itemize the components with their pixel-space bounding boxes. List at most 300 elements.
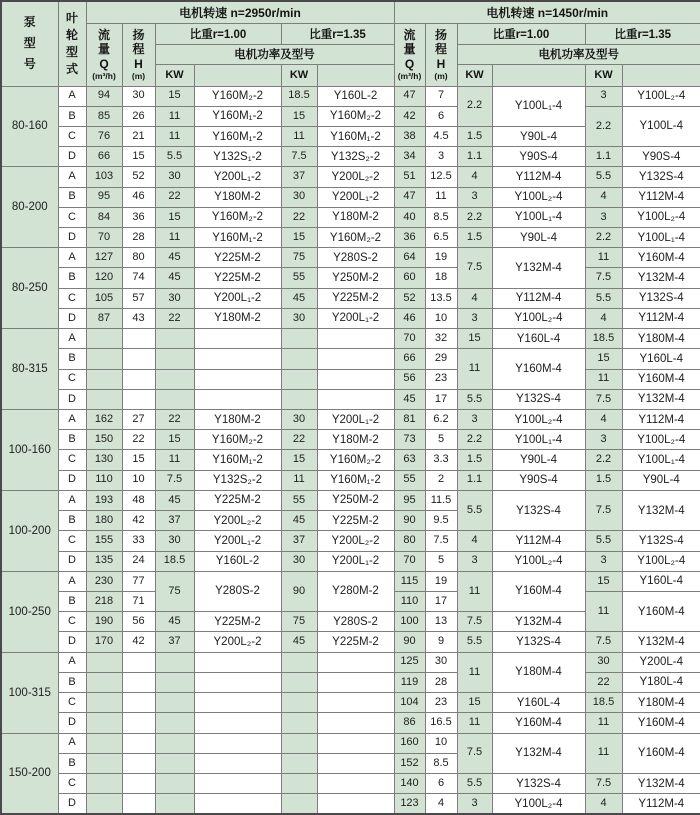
head-2950-cell: 57: [122, 288, 155, 308]
model-sg135-2950-cell: [317, 389, 394, 409]
kw-sg135-2950-cell: [281, 389, 317, 409]
head-2950-cell: 28: [122, 228, 155, 248]
flow-2950-cell: 190: [86, 612, 122, 632]
kw-sg135-1450-cell: 11: [585, 591, 622, 631]
kw-sg100-1450-cell: 4: [457, 288, 492, 308]
head-2950-cell: 15: [122, 450, 155, 470]
flow-1450-cell: 119: [394, 672, 425, 692]
flow-1450-cell: 56: [394, 369, 425, 389]
table-row: [1, 228, 700, 248]
kw-sg135-1450-cell: 3: [585, 430, 622, 450]
kw-sg135-2950-cell: [281, 652, 317, 672]
impeller-type-header: [58, 1, 86, 86]
head-2950-cell: [122, 349, 155, 369]
model-sg100-2950-cell: Y132S₁-2: [194, 147, 281, 167]
flow-1450-cell: 60: [394, 268, 425, 288]
model-sg100-1450-cell: Y132M-4: [492, 612, 585, 632]
head-1450-cell: 7.5: [425, 531, 457, 551]
kw-sg100-2950-cell: [155, 733, 194, 753]
model-sg135-1450-cell: Y90S-4: [622, 147, 700, 167]
model-sg135-1450-cell: Y112M-4: [622, 308, 700, 328]
kw-sg135-1450-cell: 3: [585, 207, 622, 227]
flow-1450-cell: 52: [394, 288, 425, 308]
impeller-type-cell: A: [58, 733, 86, 753]
kw-sg135-2950-cell: [281, 794, 317, 814]
model-sg100-1450-cell: Y132S-4: [492, 389, 585, 409]
table-row: [1, 632, 700, 652]
impeller-type-cell: A: [58, 410, 86, 430]
kw-sg135-2950-cell: 30: [281, 308, 317, 328]
table-row: [1, 470, 700, 490]
table-row: [1, 490, 700, 510]
model-sg100-2950-cell: [194, 794, 281, 814]
head-2950-cell: 33: [122, 531, 155, 551]
flow-1450-header-unit: (m³/h): [397, 70, 422, 81]
flow-2950-cell: [86, 713, 122, 733]
flow-1450-cell: 64: [394, 248, 425, 268]
head-2950-cell: [122, 652, 155, 672]
kw-sg135-2950-cell: [281, 773, 317, 793]
flow-2950-cell: [86, 349, 122, 369]
kw-sg100-1450-cell: 15: [457, 693, 492, 713]
table-row: [1, 733, 700, 753]
flow-2950-cell: 162: [86, 410, 122, 430]
head-2950-header-chars: 扬程H: [132, 27, 145, 71]
flow-1450-cell: 46: [394, 308, 425, 328]
table-body: [1, 86, 700, 814]
head-2950-cell: 56: [122, 612, 155, 632]
head-2950-cell: [122, 329, 155, 349]
head-2950-cell: [122, 794, 155, 814]
model-sg135-1450-cell: Y132S-4: [622, 288, 700, 308]
flow-2950-cell: 84: [86, 207, 122, 227]
head-1450-cell: 19: [425, 571, 457, 591]
head-2950-cell: 77: [122, 571, 155, 591]
kw-sg135-2950-cell: [281, 672, 317, 692]
speed-1450-header: 电机转速 n=1450r/min: [394, 1, 700, 23]
kw-sg135-2950-cell: 75: [281, 248, 317, 268]
model-sg100-1450-cell: Y132M-4: [492, 733, 585, 773]
impeller-type-cell: A: [58, 490, 86, 510]
head-2950-cell: 10: [122, 470, 155, 490]
impeller-type-cell: D: [58, 794, 86, 814]
impeller-type-cell: B: [58, 672, 86, 692]
flow-2950-cell: 110: [86, 470, 122, 490]
kw-sg135-2950-cell: 15: [281, 450, 317, 470]
table-row: [1, 369, 700, 389]
flow-2950-cell: [86, 753, 122, 773]
table-header: [1, 1, 700, 86]
model-sg100-2950-cell: Y225M-2: [194, 612, 281, 632]
flow-2950-cell: 95: [86, 187, 122, 207]
flow-2950-cell: [86, 329, 122, 349]
model-sg100-1450-cell: Y100L₁-4: [492, 430, 585, 450]
kw-sg100-2950-cell: [155, 693, 194, 713]
impeller-type-cell: C: [58, 369, 86, 389]
flow-1450-cell: 38: [394, 126, 425, 146]
flow-1450-cell: 160: [394, 733, 425, 753]
kw-sg135-2950-cell: 11: [281, 470, 317, 490]
model-sg135-1450-cell: Y180L-4: [622, 672, 700, 692]
head-2950-header-unit: (m): [131, 70, 146, 81]
model-sg100-2950-cell: Y280S-2: [194, 571, 281, 611]
head-1450-cell: 5: [425, 430, 457, 450]
power-model-2950-header: 电机功率及型号: [155, 44, 394, 64]
kw-sg135-2950-cell: 11: [281, 126, 317, 146]
kw-sg100-2950-cell: 7.5: [155, 470, 194, 490]
kw-sg100-2950-cell: 30: [155, 288, 194, 308]
kw-sg135-2950-cell: 37: [281, 531, 317, 551]
head-2950-cell: [122, 733, 155, 753]
kw-sg100-2950-cell: [155, 369, 194, 389]
kw-sg100-1450-cell: 4: [457, 167, 492, 187]
head-1450-cell: 2: [425, 470, 457, 490]
kw-sg100-2950-cell: 45: [155, 248, 194, 268]
flow-2950-cell: [86, 389, 122, 409]
flow-2950-cell: 130: [86, 450, 122, 470]
model-sg100-2950-cell: Y160L-2: [194, 551, 281, 571]
model-sg135-1450-cell: Y200L-4: [622, 652, 700, 672]
kw-sg135-2950-cell: 55: [281, 490, 317, 510]
kw-sg100-2950-cell: [155, 652, 194, 672]
flow-2950-header-chars: 流量Q: [97, 27, 110, 71]
flow-1450-cell: 66: [394, 349, 425, 369]
flow-2950-cell: 180: [86, 511, 122, 531]
head-2950-cell: [122, 389, 155, 409]
kw-sg135-2950-cell: [281, 733, 317, 753]
model-sg100-2950-cell: Y180M-2: [194, 187, 281, 207]
table-row: [1, 147, 700, 167]
model-sg100-1450-cell: Y160L-4: [492, 693, 585, 713]
kw-sg100-2950-cell: 22: [155, 187, 194, 207]
model-sg100-2950-cell: Y160M₂-2: [194, 207, 281, 227]
model-sg135-2950-cell: Y250M-2: [317, 490, 394, 510]
kw-sg135-1450-cell: 7.5: [585, 773, 622, 793]
flow-1450-cell: 152: [394, 753, 425, 773]
impeller-type-cell: D: [58, 713, 86, 733]
kw-sg100-1450-cell: 7.5: [457, 612, 492, 632]
kw-sg100-1450-cell: 5.5: [457, 773, 492, 793]
head-1450-cell: 3: [425, 147, 457, 167]
kw-sg100-2950-cell: 37: [155, 632, 194, 652]
flow-1450-cell: 70: [394, 329, 425, 349]
model-sg100-1450-cell: Y100L₁-4: [492, 207, 585, 227]
head-1450-cell: 8.5: [425, 207, 457, 227]
kw-sg100-1450-cell: 5.5: [457, 389, 492, 409]
kw-sg135-1450-cell: 11: [585, 713, 622, 733]
model-sg135-1450-cell: Y100L-4: [622, 106, 700, 146]
kw-sg135-2950-cell: [281, 329, 317, 349]
kw-sg100-2950-cell: [155, 329, 194, 349]
head-2950-cell: 27: [122, 410, 155, 430]
flow-2950-header: [86, 23, 122, 86]
head-1450-cell: 8.5: [425, 753, 457, 773]
model-sg100-2950-cell: Y160M₁-2: [194, 228, 281, 248]
flow-1450-cell: 104: [394, 693, 425, 713]
sg100-2950-header: 比重r=1.00: [155, 23, 281, 44]
kw-sg135-2950-cell: 45: [281, 288, 317, 308]
kw-sg135-2950-cell: 90: [281, 571, 317, 611]
flow-2950-cell: 120: [86, 268, 122, 288]
kw-sg135-2950-cell: 75: [281, 612, 317, 632]
model-sg135-2950-cell: [317, 773, 394, 793]
flow-1450-cell: 90: [394, 511, 425, 531]
kw-sg135-1450-cell: 15: [585, 571, 622, 591]
impeller-type-cell: B: [58, 187, 86, 207]
model-sg135-1450-cell: Y132M-4: [622, 632, 700, 652]
flow-1450-cell: 123: [394, 794, 425, 814]
kw-sg135-2950-cell: 55: [281, 268, 317, 288]
model-sg135-2950-cell: [317, 794, 394, 814]
kw-sg135-2950-cell: 22: [281, 430, 317, 450]
impeller-type-cell: D: [58, 389, 86, 409]
head-1450-cell: 11.5: [425, 490, 457, 510]
kw-sg135-1450-cell: 5.5: [585, 288, 622, 308]
flow-2950-cell: 76: [86, 126, 122, 146]
kw-sg100-1450-cell: 1.5: [457, 126, 492, 146]
head-2950-cell: 46: [122, 187, 155, 207]
model-sg135-2950-cell: Y280S-2: [317, 248, 394, 268]
model-sg100-2950-cell: Y200L₁-2: [194, 531, 281, 551]
impeller-type-cell: D: [58, 551, 86, 571]
kw-sg100-2950-cell: 18.5: [155, 551, 194, 571]
kw-sg100-2950-cell: [155, 773, 194, 793]
kw-sg100-2950-cell: [155, 713, 194, 733]
table-row: [1, 693, 700, 713]
model-sg100-2950-cell: [194, 733, 281, 753]
pump-model-cell: 100-250: [1, 571, 58, 652]
head-1450-cell: 19: [425, 248, 457, 268]
model-sg135-1450-cell: Y132S-4: [622, 167, 700, 187]
model-sg100-1450-cell: Y90L-4: [492, 228, 585, 248]
model-sg100-2950-cell: Y160M₁-2: [194, 106, 281, 126]
flow-2950-header-unit: (m³/h): [92, 70, 116, 81]
model-sg135-2950-cell: Y200L₁-2: [317, 551, 394, 571]
table-row: [1, 672, 700, 692]
impeller-type-cell: C: [58, 531, 86, 551]
model-sg100-1450-cell: Y100L₂-4: [492, 794, 585, 814]
model-sg100-1450-cell: Y180M-4: [492, 652, 585, 692]
table-row: [1, 551, 700, 571]
table-row: [1, 430, 700, 450]
kw-sg100-1450-cell: 2.2: [457, 86, 492, 126]
kw-sg135-1450-cell: 4: [585, 794, 622, 814]
impeller-type-cell: B: [58, 106, 86, 126]
head-2950-cell: [122, 713, 155, 733]
kw-sg100-2950-cell: 11: [155, 126, 194, 146]
head-1450-header: [425, 23, 457, 86]
flow-2950-cell: 94: [86, 86, 122, 106]
kw-sg135-1450-cell: 11: [585, 248, 622, 268]
kw-sg100-2950-cell: [155, 349, 194, 369]
model-sg135-2950-cell: [317, 672, 394, 692]
kw-sg100-1450-cell: 1.5: [457, 450, 492, 470]
sg100-1450-header: 比重r=1.00: [457, 23, 585, 44]
model-sg135-1450-cell: Y160M-4: [622, 248, 700, 268]
kw-sg135-1450-cell: 2.2: [585, 106, 622, 146]
table-row: [1, 187, 700, 207]
model-sg100-2950-cell: [194, 652, 281, 672]
flow-2950-cell: 230: [86, 571, 122, 591]
flow-2950-cell: 87: [86, 308, 122, 328]
model-sg135-1450-cell: Y160M-4: [622, 369, 700, 389]
kw-sg135-2950-cell: 7.5: [281, 147, 317, 167]
kw-sg135-2950-header: KW: [281, 64, 317, 86]
kw-sg100-1450-cell: 3: [457, 187, 492, 207]
kw-sg100-1450-cell: 11: [457, 713, 492, 733]
pump-model-cell: 80-250: [1, 248, 58, 329]
impeller-type-cell: A: [58, 652, 86, 672]
kw-sg100-1450-cell: 4: [457, 531, 492, 551]
flow-1450-cell: 95: [394, 490, 425, 510]
flow-1450-cell: 51: [394, 167, 425, 187]
kw-sg100-2950-cell: [155, 753, 194, 773]
head-1450-cell: 6.2: [425, 410, 457, 430]
head-2950-cell: 52: [122, 167, 155, 187]
model-sg100-2950-cell: Y160M₂-2: [194, 430, 281, 450]
model-sg100-1450-cell: Y160L-4: [492, 329, 585, 349]
model-sg100-2950-cell: [194, 369, 281, 389]
flow-1450-cell: 63: [394, 450, 425, 470]
kw-sg100-2950-cell: 11: [155, 106, 194, 126]
impeller-type-cell: C: [58, 693, 86, 713]
kw-sg135-2950-cell: [281, 713, 317, 733]
model-sg135-1450-cell: Y132M-4: [622, 490, 700, 530]
head-1450-cell: 9.5: [425, 511, 457, 531]
model-sg100-1450-cell: Y132S-4: [492, 773, 585, 793]
head-2950-cell: 22: [122, 430, 155, 450]
head-2950-cell: [122, 693, 155, 713]
kw-sg135-2950-cell: 30: [281, 551, 317, 571]
kw-sg100-2950-cell: 75: [155, 571, 194, 611]
impeller-type-cell: D: [58, 228, 86, 248]
kw-sg135-1450-cell: 7.5: [585, 490, 622, 530]
kw-sg100-1450-cell: 15: [457, 329, 492, 349]
model-sg100-2950-cell: [194, 693, 281, 713]
kw-sg135-2950-cell: [281, 693, 317, 713]
flow-1450-cell: 81: [394, 410, 425, 430]
head-1450-cell: 28: [425, 672, 457, 692]
impeller-type-header-label: 叶轮型式: [65, 10, 78, 76]
kw-sg135-1450-cell: 18.5: [585, 329, 622, 349]
flow-2950-cell: [86, 773, 122, 793]
model-sg135-2950-cell: [317, 733, 394, 753]
flow-2950-cell: 70: [86, 228, 122, 248]
model-sg100-2950-cell: [194, 389, 281, 409]
model-sg135-2950-cell: [317, 329, 394, 349]
head-2950-cell: 48: [122, 490, 155, 510]
head-2950-cell: [122, 369, 155, 389]
head-1450-cell: 16.5: [425, 713, 457, 733]
model-sg135-1450-cell: Y180M-4: [622, 693, 700, 713]
impeller-type-cell: B: [58, 591, 86, 611]
model-sg100-1450-cell: Y160M-4: [492, 713, 585, 733]
model-sg135-1450-cell: Y160M-4: [622, 591, 700, 631]
model-sg135-2950-cell: Y160M₁-2: [317, 470, 394, 490]
head-1450-cell: 13.5: [425, 288, 457, 308]
model-sg100-1450-cell: Y90L-4: [492, 126, 585, 146]
head-1450-cell: 30: [425, 652, 457, 672]
model-sg135-2950-cell: Y132S₂-2: [317, 147, 394, 167]
model-sg100-1450-cell: Y132M-4: [492, 248, 585, 288]
kw-sg135-1450-cell: 7.5: [585, 632, 622, 652]
model-sg100-1450-cell: Y100L₂-4: [492, 551, 585, 571]
model-sg135-1450-cell: Y180M-4: [622, 329, 700, 349]
head-1450-cell: 17: [425, 591, 457, 611]
kw-sg135-1450-cell: 2.2: [585, 450, 622, 470]
head-2950-cell: [122, 773, 155, 793]
model-sg135-2950-cell: Y225M-2: [317, 288, 394, 308]
kw-sg135-1450-cell: 7.5: [585, 268, 622, 288]
kw-sg100-2950-cell: 11: [155, 228, 194, 248]
flow-1450-cell: 40: [394, 207, 425, 227]
model-sg135-2950-cell: Y160L-2: [317, 86, 394, 106]
head-1450-cell: 9: [425, 632, 457, 652]
model-sg100-2950-cell: Y180M-2: [194, 410, 281, 430]
flow-1450-cell: 110: [394, 591, 425, 611]
kw-sg100-2950-cell: 22: [155, 308, 194, 328]
kw-sg100-2950-cell: [155, 794, 194, 814]
impeller-type-cell: C: [58, 207, 86, 227]
kw-sg100-1450-cell: 3: [457, 308, 492, 328]
flow-1450-cell: 100: [394, 612, 425, 632]
flow-2950-cell: 105: [86, 288, 122, 308]
head-1450-header-chars: 扬程H: [434, 27, 447, 71]
kw-sg100-2950-cell: 30: [155, 531, 194, 551]
model-sg135-2950-cell: Y280S-2: [317, 612, 394, 632]
head-1450-cell: 4.5: [425, 126, 457, 146]
pump-model-cell: 100-315: [1, 652, 58, 733]
model-sg135-1450-cell: Y132M-4: [622, 773, 700, 793]
head-2950-cell: 80: [122, 248, 155, 268]
model-sg135-2950-cell: Y225M-2: [317, 511, 394, 531]
model-sg135-2950-cell: Y160M₂-2: [317, 106, 394, 126]
model-sg100-1450-cell: Y100L₂-4: [492, 187, 585, 207]
head-1450-cell: 5: [425, 551, 457, 571]
head-1450-cell: 12.5: [425, 167, 457, 187]
model-sg135-2950-cell: [317, 369, 394, 389]
model-sg135-2950-cell: Y225M-2: [317, 632, 394, 652]
model-sg135-1450-header: [622, 64, 700, 86]
model-sg135-2950-cell: Y200L₁-2: [317, 410, 394, 430]
model-sg100-2950-cell: Y132S₂-2: [194, 470, 281, 490]
model-sg135-1450-cell: Y160M-4: [622, 713, 700, 733]
impeller-type-cell: B: [58, 349, 86, 369]
kw-sg100-2950-cell: [155, 389, 194, 409]
kw-sg135-2950-cell: 30: [281, 410, 317, 430]
kw-sg100-1450-cell: 3: [457, 410, 492, 430]
head-1450-cell: 18: [425, 268, 457, 288]
model-sg100-1450-cell: Y112M-4: [492, 531, 585, 551]
table-row: [1, 794, 700, 814]
kw-sg100-2950-cell: 45: [155, 268, 194, 288]
flow-2950-cell: 85: [86, 106, 122, 126]
head-1450-cell: 6.5: [425, 228, 457, 248]
model-sg135-2950-cell: Y180M-2: [317, 430, 394, 450]
model-sg135-2950-cell: [317, 713, 394, 733]
kw-sg100-1450-cell: 2.2: [457, 207, 492, 227]
kw-sg135-1450-cell: 2.2: [585, 228, 622, 248]
model-sg100-2950-header: [194, 64, 281, 86]
impeller-type-cell: A: [58, 571, 86, 591]
flow-1450-cell: 47: [394, 187, 425, 207]
model-sg100-1450-cell: Y160M-4: [492, 349, 585, 389]
model-sg135-2950-cell: [317, 652, 394, 672]
head-2950-cell: 42: [122, 632, 155, 652]
table-row: [1, 207, 700, 227]
model-sg100-2950-cell: Y200L₂-2: [194, 511, 281, 531]
flow-2950-cell: 218: [86, 591, 122, 611]
